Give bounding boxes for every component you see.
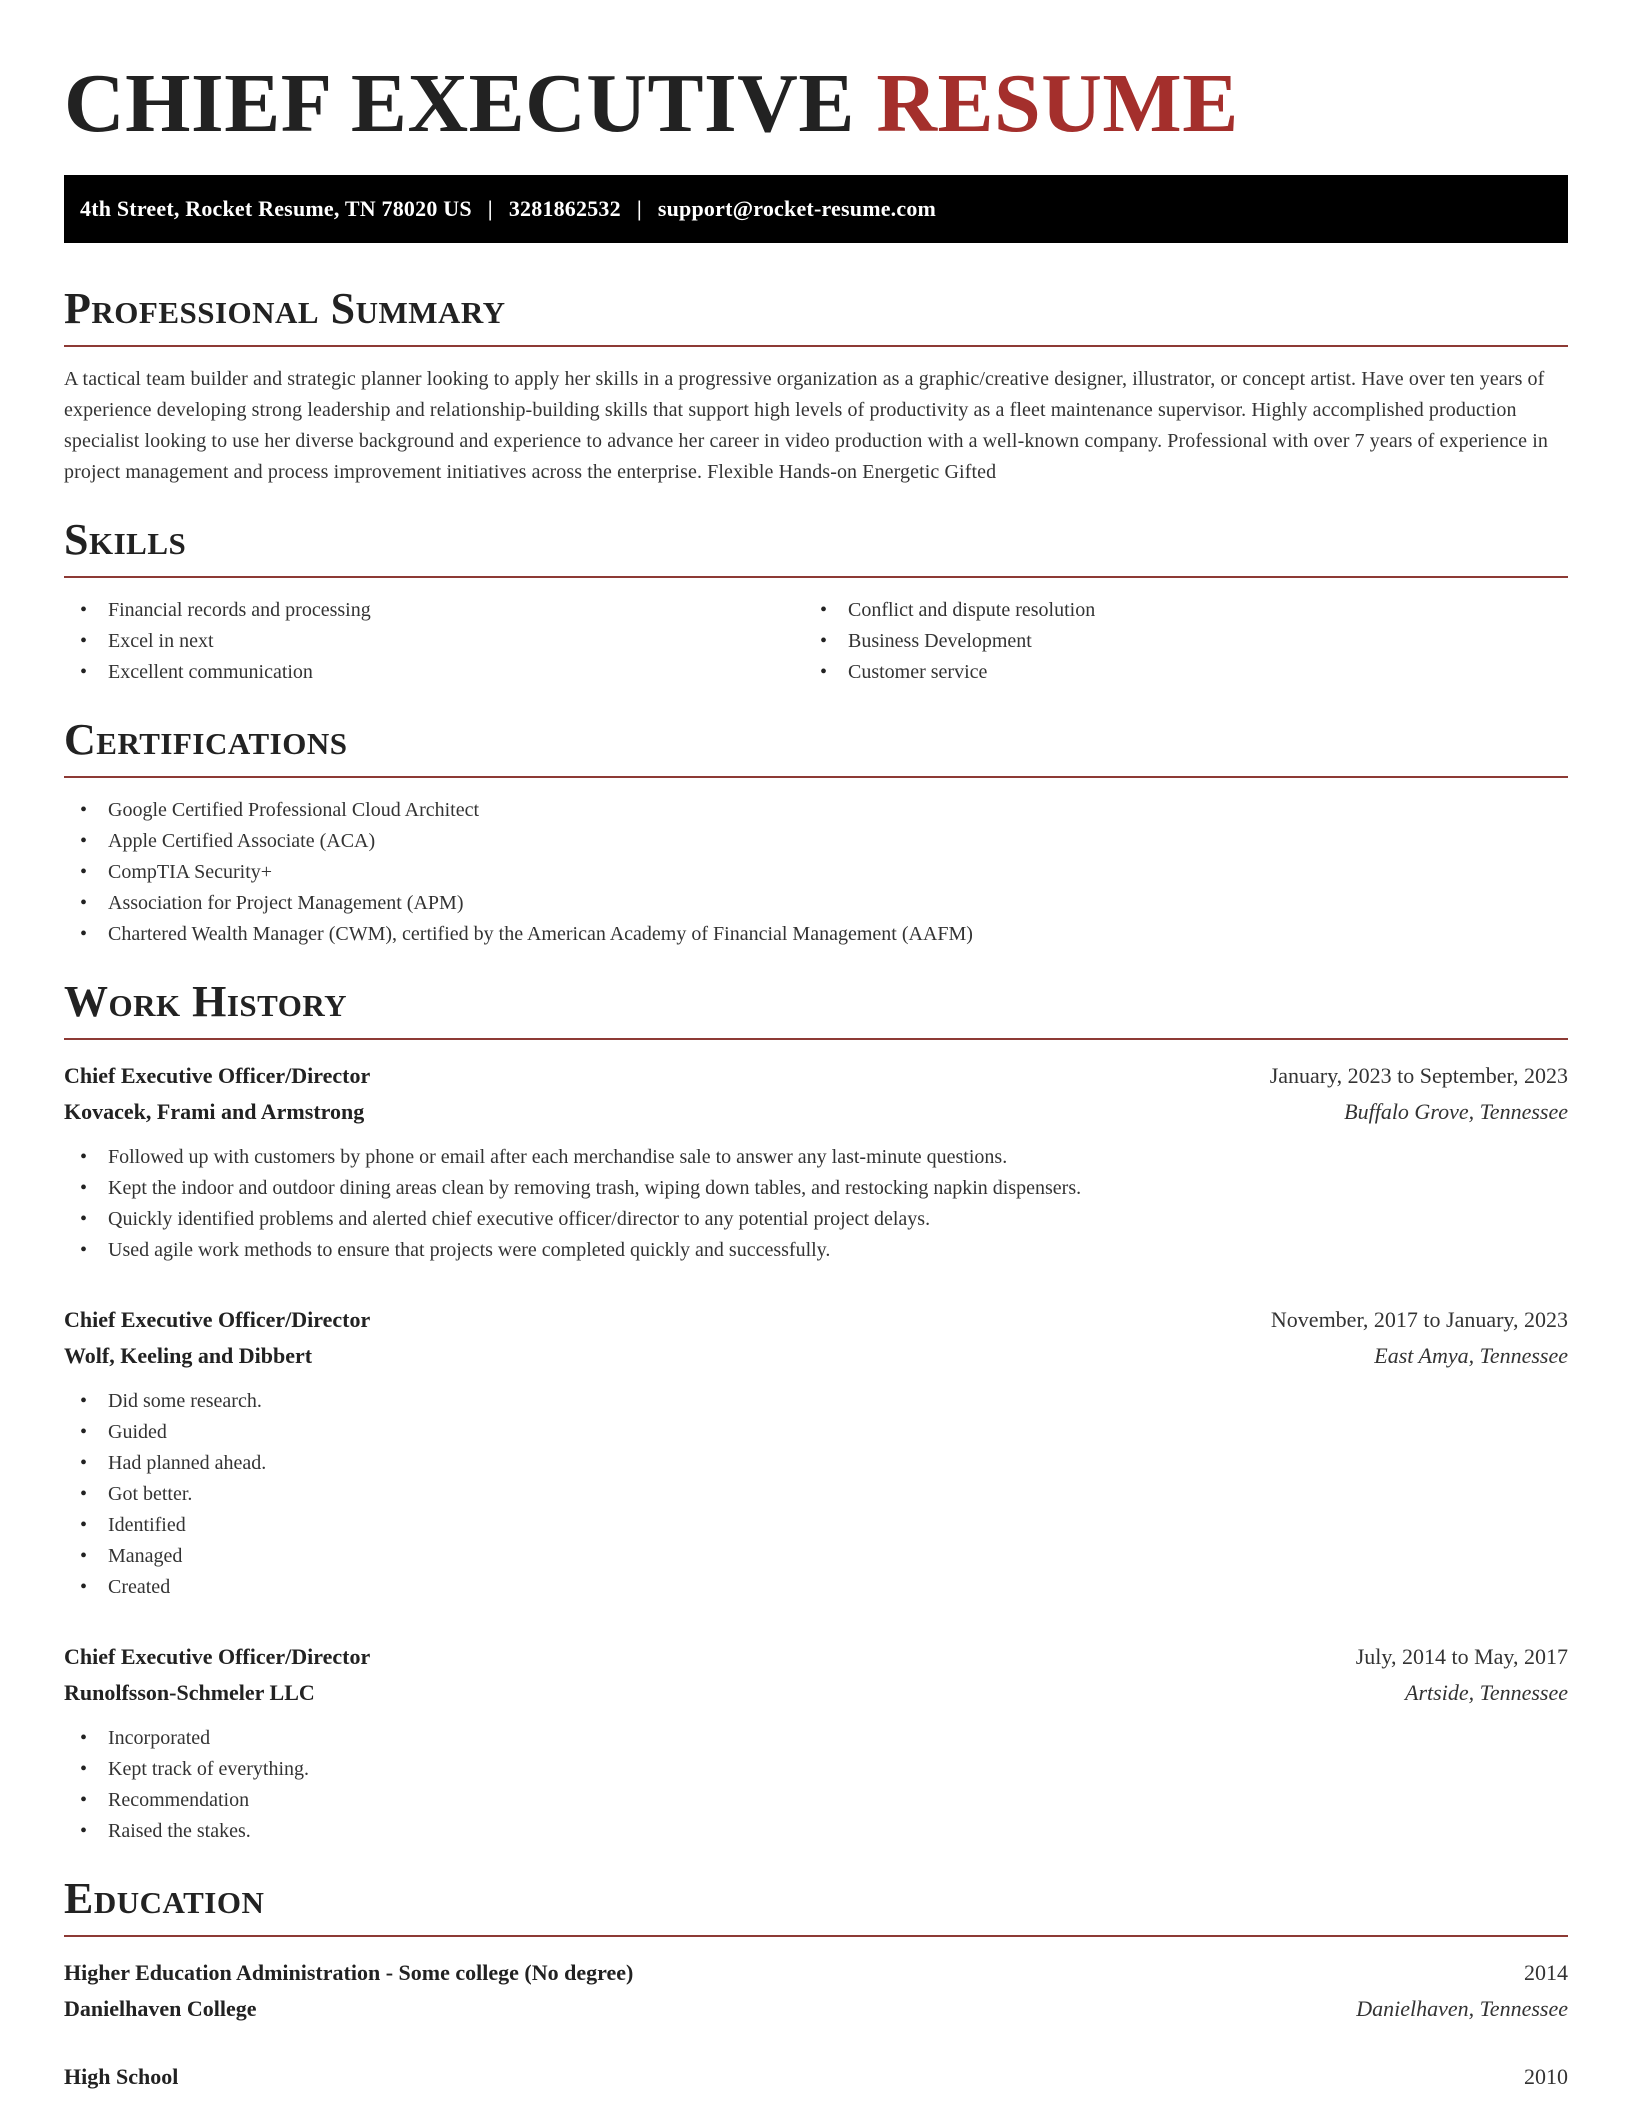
job-duty: • Incorporated [64,1723,1568,1754]
education-header-row [64,1955,1568,1991]
job-company-row [64,1675,1568,1711]
job-header-row [64,1302,1568,1338]
job-header-row [64,1639,1568,1675]
work-history-section [64,977,1568,1847]
education-header-row [64,2059,1568,2095]
skills-grid [64,595,1568,688]
job-entry [64,1639,1568,1847]
job-duty: • Identified [64,1510,1568,1541]
job-duties-list [64,1142,1568,1266]
job-location: Buffalo Grove, Tennessee [1344,1099,1568,1124]
skills-list-left [64,595,804,688]
certification-item: • CompTIA Security+ [64,857,1568,888]
job-title: Chief Executive Officer/Director [64,1307,371,1332]
education-location: Danielhaven, Tennessee [1356,1996,1568,2021]
education-degree: High School [64,2064,179,2089]
job-duty: • Did some research. [64,1386,1568,1417]
job-duty: • Used agile work methods to ensure that projects were completed quickly and successfully. [64,1235,1568,1266]
job-dates: January, 2023 to September, 2023 [1269,1063,1568,1088]
contact-address: 4th Street, Rocket Resume, TN 78020 US [80,196,472,221]
job-company: Kovacek, Frami and Armstrong [64,1099,365,1124]
job-location: Artside, Tennessee [1405,1680,1568,1705]
certification-item: • Association for Project Management (APM) [64,888,1568,919]
job-dates: November, 2017 to January, 2023 [1270,1307,1568,1332]
job-entry [64,1302,1568,1603]
summary-text: A tactical team builder and strategic planner looking to apply her skills in a progressive organization as a graphic/creative designer, illustrator, or concept artist. Have over ten years of experience developing strong leadership and relationship-building skills that support high levels of productivity as a fleet maintenance supervisor. Highly accomplished production specialist looking to use her diverse background and experience to advance her career in video production with a well-known company. Professional with over 7 years of experience in project management and process improvement initiatives across the enterprise. Flexible Hands-on Energetic Gifted [64,368,1548,483]
job-duty: • Managed [64,1541,1568,1572]
contact-phone: 3281862532 [508,196,621,221]
job-duty: • Guided [64,1417,1568,1448]
certifications-list [64,795,1568,950]
job-header-row [64,1058,1568,1094]
job-company-row [64,1094,1568,1130]
skills-section [64,515,1568,688]
education-section [64,1874,1568,2095]
job-dates: July, 2014 to May, 2017 [1355,1644,1568,1669]
resume-title [64,58,1568,150]
job-duty: • Quickly identified problems and alerted chief executive officer/director to any potential project delays. [64,1204,1568,1235]
contact-email[interactable]: support@rocket-resume.com [657,196,937,221]
certifications-section [64,715,1568,950]
education-entry [64,1955,1568,2027]
contact-bar [64,175,1568,243]
skills-heading: Skills [64,518,1568,578]
job-duties-list [64,1386,1568,1603]
resume-page [64,0,1568,2095]
education-year: 2010 [1524,2064,1568,2089]
job-duty: • Kept track of everything. [64,1754,1568,1785]
certification-item: • Chartered Wealth Manager (CWM), certified by the American Academy of Financial Management (AAFM) [64,919,1568,950]
summary-heading: Professional Summary [64,287,1568,347]
skills-list-right [804,595,1544,688]
education-school: Danielhaven College [64,1996,257,2021]
contact-separator: | [636,196,642,221]
job-title: Chief Executive Officer/Director [64,1063,371,1088]
job-duty: • Raised the stakes. [64,1816,1568,1847]
job-duties-list [64,1723,1568,1847]
job-company-row [64,1338,1568,1374]
job-duty: • Kept the indoor and outdoor dining areas clean by removing trash, wiping down tables, and restocking napkin dispensers. [64,1173,1568,1204]
education-school-row [64,1991,1568,2027]
job-company: Runolfsson-Schmeler LLC [64,1680,315,1705]
job-duty: • Created [64,1572,1568,1603]
education-year: 2014 [1524,1960,1568,1985]
summary-section [64,284,1568,488]
job-duty: • Got better. [64,1479,1568,1510]
job-entry [64,1058,1568,1266]
contact-separator: | [487,196,493,221]
job-duty: • Recommendation [64,1785,1568,1816]
job-company: Wolf, Keeling and Dibbert [64,1343,313,1368]
title-main: CHIEF EXECUTIVE [64,57,855,150]
job-duty: • Followed up with customers by phone or email after each merchandise sale to answer any last-minute questions. [64,1142,1568,1173]
education-heading: Education [64,1877,1568,1937]
certification-item: • Google Certified Professional Cloud Architect [64,795,1568,826]
job-title: Chief Executive Officer/Director [64,1644,371,1669]
skill-item: • Business Development [804,626,1544,657]
skill-item: • Financial records and processing [64,595,804,626]
job-location: East Amya, Tennessee [1374,1343,1568,1368]
education-entry [64,2059,1568,2095]
job-duty: • Had planned ahead. [64,1448,1568,1479]
skill-item: • Customer service [804,657,1544,688]
certification-item: • Apple Certified Associate (ACA) [64,826,1568,857]
education-degree: Higher Education Administration - Some college (No degree) [64,1960,634,1985]
work-history-heading: Work History [64,980,1568,1040]
skill-item: • Conflict and dispute resolution [804,595,1544,626]
skill-item: • Excellent communication [64,657,804,688]
certifications-heading: Certifications [64,718,1568,778]
skill-item: • Excel in next [64,626,804,657]
title-accent: RESUME [876,57,1239,150]
